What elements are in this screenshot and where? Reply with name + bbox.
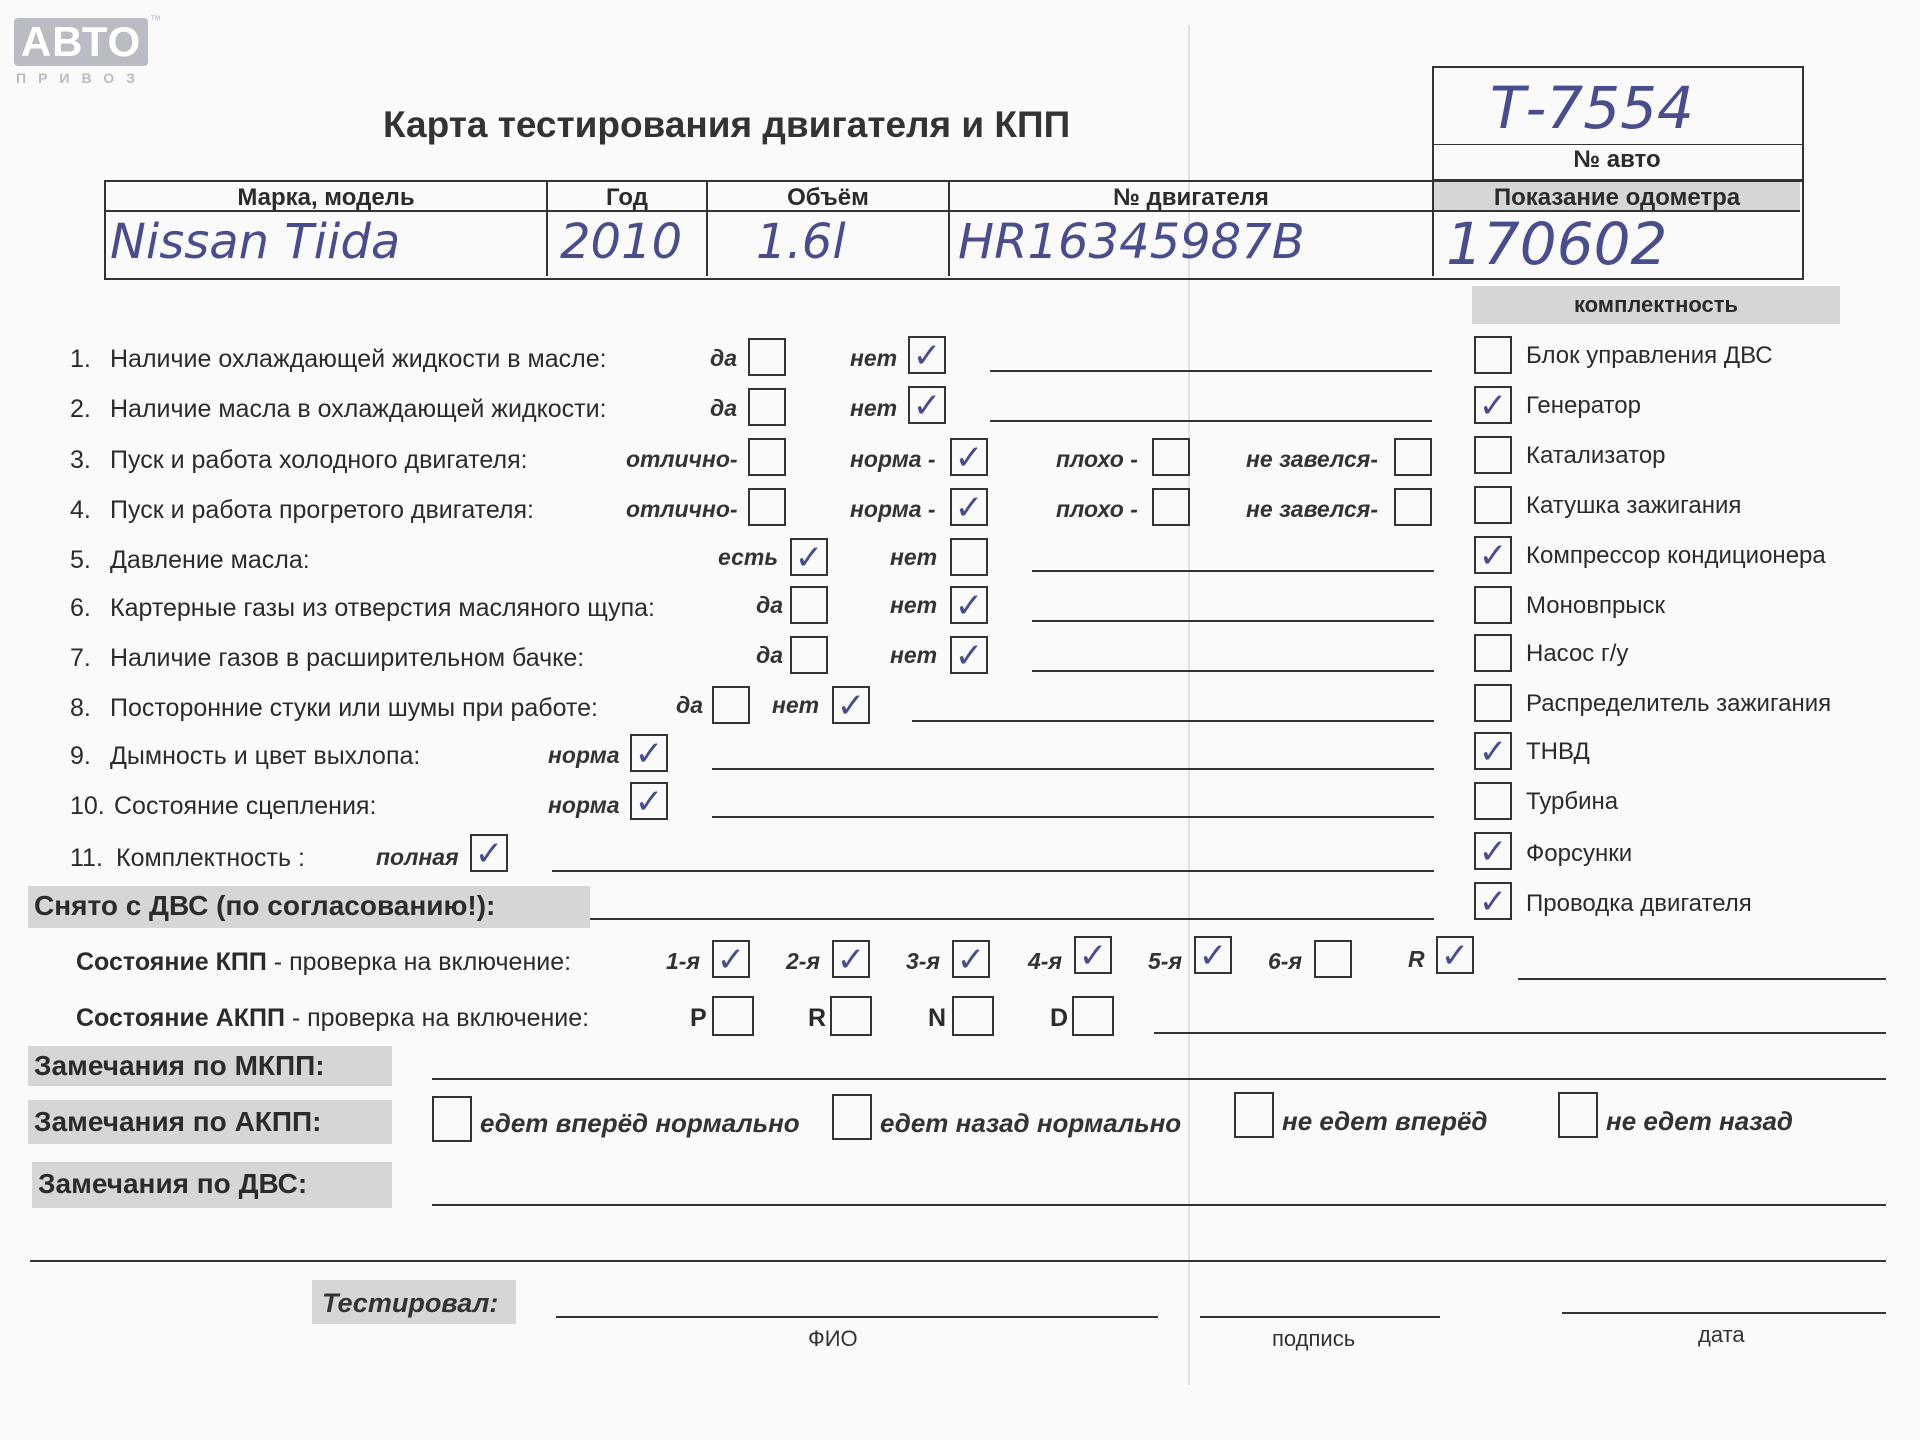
signature-line-date — [1562, 1312, 1886, 1314]
kpp-label-rest: - проверка на включение: — [266, 948, 572, 976]
question-text: Наличие масла в охлаждающей жидкости: — [110, 395, 607, 423]
question-number: 2. — [70, 395, 91, 423]
complect-title: комплектность — [1573, 292, 1739, 317]
complect-item: Катушка зажигания — [1526, 492, 1742, 519]
question-number: 9. — [70, 742, 91, 770]
option-label: не завелся- — [1246, 446, 1378, 472]
checkbox[interactable] — [790, 636, 828, 674]
akpp-remark-label: едет назад нормально — [880, 1108, 1182, 1138]
remarks-dvs-line-2 — [30, 1260, 1886, 1262]
remarks-dvs-line — [432, 1204, 1886, 1206]
removed-notes-line — [590, 918, 1434, 920]
complect-item: Турбина — [1526, 788, 1619, 815]
akpp-remark-label: не едет вперёд — [1282, 1106, 1488, 1136]
question-text: Наличие охлаждающей жидкости в масле: — [110, 345, 607, 373]
akpp-label-rest: - проверка на включение: — [284, 1004, 590, 1032]
complect-checkbox[interactable] — [1474, 486, 1512, 524]
question-number: 5. — [70, 546, 91, 574]
option-label: норма - — [850, 496, 936, 522]
col-head-model: Марка, модель — [237, 184, 415, 211]
value-engine-number: HR16345987B — [958, 214, 1305, 270]
gear-label: 1-я — [666, 948, 700, 974]
question-text: Картерные газы из отверстия масляного щупа: — [110, 594, 655, 622]
complect-item: Блок управления ДВС — [1526, 342, 1773, 369]
question-number: 7. — [70, 644, 91, 672]
option-label: нет — [890, 544, 938, 570]
akpp-gear-label: R — [808, 1004, 827, 1032]
option-label: полная — [376, 844, 459, 870]
option-label: норма — [548, 792, 620, 818]
question-number: 4. — [70, 496, 91, 524]
option-label: плохо - — [1056, 446, 1138, 472]
question-text: Состояние сцепления: — [114, 792, 377, 820]
checkbox[interactable] — [748, 338, 786, 376]
option-label: да — [756, 642, 784, 668]
col-head-odometer: Показание одометра — [1493, 184, 1741, 211]
notes-line — [1032, 570, 1434, 572]
option-label: да — [710, 395, 738, 421]
signature-line-sign — [1200, 1316, 1440, 1318]
gear-label: 6-я — [1268, 948, 1302, 974]
checkbox[interactable] — [712, 686, 750, 724]
auto-number-label: № авто — [1573, 146, 1661, 173]
akpp-remark-label: едет вперёд нормально — [480, 1108, 800, 1138]
checkbox-checked[interactable]: ✓ — [790, 538, 828, 576]
complect-item: Моновпрыск — [1526, 592, 1666, 619]
notes-line — [712, 816, 1434, 818]
gear-checkbox-checked[interactable]: ✓ — [952, 940, 990, 978]
checkbox-checked[interactable]: ✓ — [630, 734, 668, 772]
akpp-remark-checkbox[interactable] — [1558, 1092, 1598, 1138]
akpp-checkbox[interactable] — [1072, 996, 1114, 1036]
auto-number-value: Т-7554 — [1490, 74, 1694, 142]
complect-checkbox[interactable] — [1474, 586, 1512, 624]
akpp-gear-label: N — [928, 1004, 947, 1032]
logo-trademark: ™ — [150, 14, 161, 26]
notes-line — [912, 720, 1434, 722]
value-model: Nissan Tiida — [110, 214, 401, 270]
option-label: норма — [548, 742, 620, 768]
checkbox[interactable] — [1152, 438, 1190, 476]
complect-checkbox[interactable] — [1474, 336, 1512, 374]
complect-item: Компрессор кондиционера — [1526, 542, 1826, 569]
value-odometer: 170602 — [1446, 210, 1668, 278]
notes-line — [552, 870, 1434, 872]
complect-checkbox-checked[interactable]: ✓ — [1474, 832, 1512, 870]
question-number: 6. — [70, 594, 91, 622]
option-label: нет — [772, 692, 820, 718]
checkbox-checked[interactable]: ✓ — [908, 386, 946, 424]
kpp-notes-line — [1518, 978, 1886, 980]
col-head-year: Год — [606, 184, 648, 211]
complect-checkbox-checked[interactable]: ✓ — [1474, 732, 1512, 770]
question-text: Дымность и цвет выхлопа: — [110, 742, 421, 770]
gear-label: 5-я — [1148, 948, 1182, 974]
gear-label: R — [1408, 946, 1425, 972]
option-label: есть — [718, 544, 778, 570]
tested-label: Тестировал: — [322, 1288, 499, 1318]
question-number: 8. — [70, 694, 91, 722]
gear-label: 4-я — [1028, 948, 1062, 974]
option-label: нет — [850, 345, 898, 371]
complect-checkbox[interactable] — [1474, 634, 1512, 672]
complect-checkbox[interactable] — [1474, 782, 1512, 820]
gear-label: 3-я — [906, 948, 940, 974]
checkbox-checked[interactable]: ✓ — [950, 488, 988, 526]
checkbox-checked[interactable]: ✓ — [950, 636, 988, 674]
complect-checkbox[interactable] — [1474, 684, 1512, 722]
checkbox[interactable] — [1394, 488, 1432, 526]
gear-checkbox-checked[interactable]: ✓ — [1436, 936, 1474, 974]
question-text: Давление масла: — [110, 546, 310, 574]
date-label: дата — [1698, 1322, 1745, 1347]
question-number: 11. — [70, 844, 103, 872]
kpp-label-bold: Состояние КПП — [76, 948, 267, 976]
notes-line — [1032, 620, 1434, 622]
checkbox-checked[interactable]: ✓ — [832, 686, 870, 724]
col-head-volume: Объём — [787, 184, 869, 211]
checkbox-checked[interactable]: ✓ — [950, 438, 988, 476]
option-label: нет — [890, 592, 938, 618]
complect-checkbox-checked[interactable]: ✓ — [1474, 386, 1512, 424]
logo-subtitle: ПРИВОЗ — [16, 70, 147, 86]
akpp-remark-checkbox[interactable] — [432, 1096, 472, 1142]
notes-line — [712, 768, 1434, 770]
value-volume: 1.6l — [756, 214, 846, 270]
fio-label: ФИО — [808, 1326, 858, 1351]
signature-label: подпись — [1272, 1326, 1356, 1351]
checkbox[interactable] — [790, 586, 828, 624]
col-head-engine-number: № двигателя — [1113, 184, 1269, 211]
checkbox[interactable] — [950, 538, 988, 576]
remarks-mkpp-title: Замечания по МКПП: — [34, 1050, 325, 1081]
akpp-notes-line — [1154, 1032, 1886, 1034]
akpp-remark-checkbox[interactable] — [832, 1094, 872, 1140]
akpp-checkbox[interactable] — [952, 996, 994, 1036]
question-number: 3. — [70, 446, 91, 474]
complect-checkbox-checked[interactable]: ✓ — [1474, 536, 1512, 574]
notes-line — [990, 420, 1432, 422]
gear-checkbox-checked[interactable]: ✓ — [832, 940, 870, 978]
option-label: отлично- — [626, 496, 738, 522]
question-number: 1. — [70, 345, 91, 373]
signature-line-name — [556, 1316, 1158, 1318]
option-label: нет — [890, 642, 938, 668]
question-text: Пуск и работа прогретого двигателя: — [110, 496, 534, 524]
akpp-checkbox[interactable] — [830, 996, 872, 1036]
complect-item: Катализатор — [1526, 442, 1666, 469]
akpp-checkbox[interactable] — [712, 996, 754, 1036]
checkbox[interactable] — [748, 388, 786, 426]
complect-item: Генератор — [1526, 392, 1641, 419]
akpp-label — [76, 1004, 589, 1033]
checkbox[interactable] — [1394, 438, 1432, 476]
checkbox[interactable] — [748, 438, 786, 476]
akpp-remark-checkbox[interactable] — [1234, 1092, 1274, 1138]
gear-checkbox-checked[interactable]: ✓ — [1194, 936, 1232, 974]
gear-checkbox[interactable] — [1314, 940, 1352, 978]
option-label: да — [676, 692, 704, 718]
complect-checkbox-checked[interactable]: ✓ — [1474, 882, 1512, 920]
remarks-dvs-title: Замечания по ДВС: — [38, 1168, 308, 1199]
complect-item: Насос г/у — [1526, 640, 1629, 667]
option-label: норма - — [850, 446, 936, 472]
option-label: нет — [850, 395, 898, 421]
option-label: плохо - — [1056, 496, 1138, 522]
option-label: не завелся- — [1246, 496, 1378, 522]
checkbox-checked[interactable]: ✓ — [470, 834, 508, 872]
akpp-label-bold: Состояние АКПП — [76, 1004, 285, 1032]
akpp-remark-label: не едет назад — [1606, 1106, 1794, 1136]
checkbox[interactable] — [748, 488, 786, 526]
question-text: Пуск и работа холодного двигателя: — [110, 446, 528, 474]
notes-line — [990, 370, 1432, 372]
complect-item: Проводка двигателя — [1526, 890, 1752, 917]
complect-item: Форсунки — [1526, 840, 1633, 867]
akpp-gear-label: P — [690, 1004, 707, 1032]
gear-checkbox-checked[interactable]: ✓ — [712, 940, 750, 978]
option-label: да — [710, 345, 738, 371]
notes-line — [1032, 670, 1434, 672]
option-label: да — [756, 592, 784, 618]
complect-checkbox[interactable] — [1474, 436, 1512, 474]
checkbox[interactable] — [1152, 488, 1190, 526]
gear-label: 2-я — [786, 948, 820, 974]
complect-item: ТНВД — [1526, 738, 1590, 765]
logo: АВТО — [14, 18, 148, 66]
akpp-gear-label: D — [1050, 1004, 1069, 1032]
question-number: 10. — [70, 792, 105, 820]
kpp-label — [76, 948, 571, 977]
option-label: отлично- — [626, 446, 738, 472]
checkbox-checked[interactable]: ✓ — [950, 586, 988, 624]
page-title: Карта тестирования двигателя и КПП — [383, 104, 1071, 145]
removed-title: Снято с ДВС (по согласованию!): — [34, 890, 496, 921]
complect-item: Распределитель зажигания — [1526, 690, 1832, 717]
remarks-mkpp-line — [432, 1078, 1886, 1080]
question-text: Комплектность : — [116, 844, 305, 872]
remarks-akpp-title: Замечания по АКПП: — [34, 1106, 322, 1137]
question-text: Посторонние стуки или шумы при работе: — [110, 694, 598, 722]
checkbox-checked[interactable]: ✓ — [630, 782, 668, 820]
value-year: 2010 — [560, 214, 683, 270]
gear-checkbox-checked[interactable]: ✓ — [1074, 936, 1112, 974]
checkbox-checked[interactable]: ✓ — [908, 336, 946, 374]
question-text: Наличие газов в расширительном бачке: — [110, 644, 585, 672]
